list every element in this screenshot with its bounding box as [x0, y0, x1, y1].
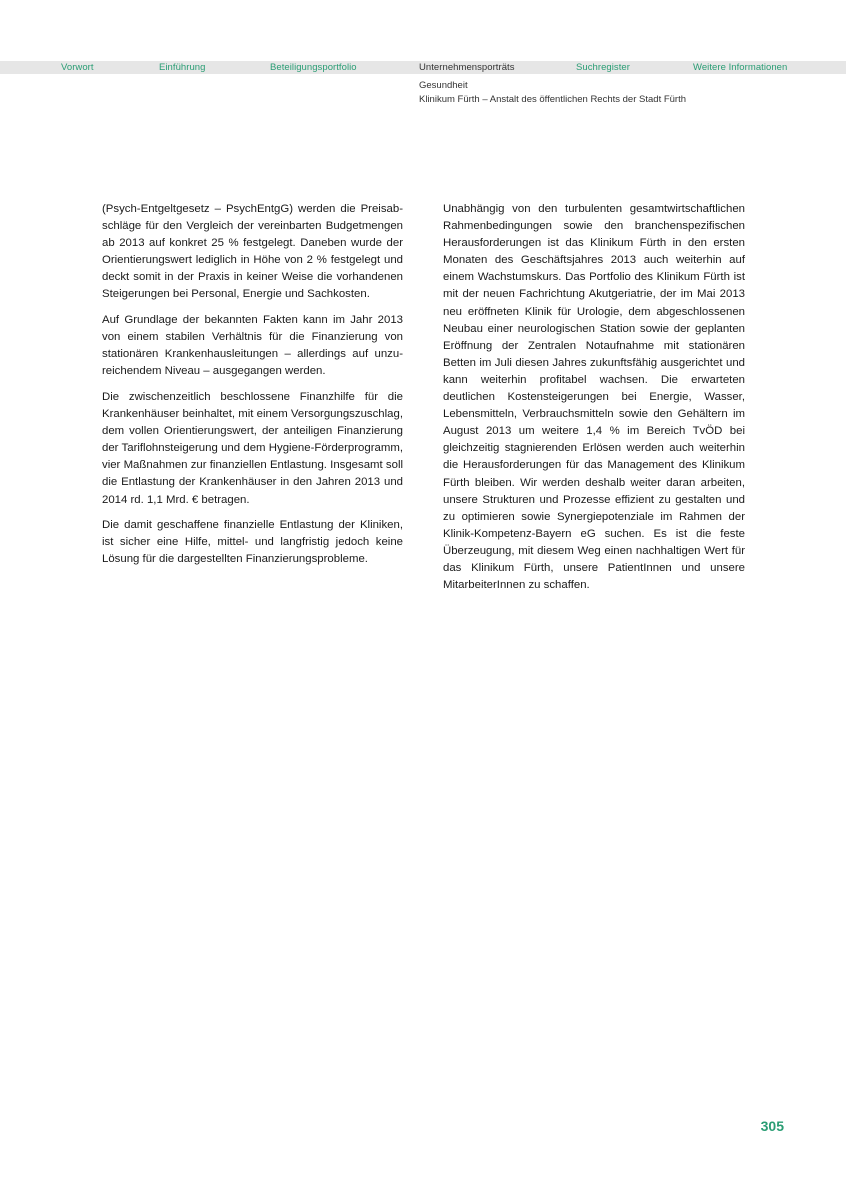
nav-item-weitere-informationen[interactable]: Weitere Informationen [693, 62, 788, 73]
paragraph: Auf Grundlage der bekannten Fakten kann im Jahr 2013 von einem stabilen Verhältnis für die Finanzierung von stationären Krankenhausleitungen – allerdings auf unzureichendem Niveau – ausgegangen werden. [102, 314, 403, 378]
nav-item-suchregister[interactable]: Suchregister [576, 62, 630, 73]
nav-item-unternehmensportraets[interactable]: Unternehmensporträts [419, 62, 515, 73]
top-navigation-bar [0, 61, 846, 74]
paragraph: Unabhängig von den turbulenten gesamtwirtschaftlichen Rahmenbedingungen sowie den branchenspezifischen Herausforderungen ist das Klinikum Fürth in den ersten Monaten des Geschäftsjahres 2013 auch weiterhin auf einem Wachstumskurs. Das Portfolio des Klinikum Fürth ist mit der neuen Fachrichtung Akutgeriatrie, der im Mai 2013 neu eröffneten Klinik für Urologie, dem abgeschlossenen Neubau einer neurologischen Station sowie der geplanten Eröffnung der Zentralen Notaufnahme mit stationären Betten im Juli diesen Jahres zukunftsfähig ausgerichtet und kann weiterhin profitabel wachsen. Die erwarteten deutlichen Kostensteigerungen bei Energie, Wasser, Lebensmitteln, Verbrauchsmitteln sowie den Gehältern im August 2013 um weitere 1,4 % im Bereich TvÖD bei gleichzeitig stagnierenden Erlösen werden auch weiterhin die Herausforderungen für das Management des Klinikum Fürth bleiben. Wir werden deshalb weiter daran arbeiten, unsere Strukturen und Prozesse effizient zu gestalten und zu optimieren sowie Synergiepotenziale im Rahmen der Klinik-Kompetenz-Bayern eG suchen. Es ist die feste Überzeugung, mit diesem Weg einen nachhaltigen Wert für das Klinikum Fürth, unsere PatientInnen und unsere MitarbeiterInnen zu schaffen. [443, 203, 745, 592]
breadcrumb-entity: Klinikum Fürth – Anstalt des öffentlichen Rechts der Stadt Fürth [419, 94, 687, 105]
paragraph: Die zwischenzeitlich beschlossene Finanzhilfe für die Krankenhäuser beinhaltet, mit einem Versorgungszuschlag, dem vollen Orientierungswert, der anteiligen Finanzierung der Tariflohnsteigerung und dem Hygiene-Förderprogramm, vier Maßnahmen zur finanziellen Entlastung. Insgesamt soll die Entlastung der Krankenhäuser in den Jahren 2013 und 2014 rd. 1,1 Mrd. € betragen. [102, 390, 403, 506]
nav-item-einfuehrung[interactable]: Einführung [159, 62, 206, 73]
page-number: 305 [760, 1118, 784, 1134]
left-text-column [102, 201, 403, 577]
breadcrumb [419, 79, 686, 107]
paragraph: (Psych-Entgeltgesetz – PsychEntgG) werden die Preisabschläge für den Vergleich der vereinbarten Budgetmengen ab 2013 auf konkret 25 % festgelegt. Daneben wurde der Orientierungswert lediglich in Höhe von 2 % festgelegt und deckt somit in der Praxis in keiner Weise die vorhandenen Steigerungen bei Personal, Energie und Sachkosten. [102, 203, 403, 301]
breadcrumb-category: Gesundheit [419, 80, 468, 91]
nav-item-vorwort[interactable]: Vorwort [61, 62, 94, 73]
paragraph: Die damit geschaffene finanzielle Entlastung der Kliniken, ist sicher eine Hilfe, mittel- und langfristig jedoch keine Lösung für die dargestellten Finanzierungsprobleme. [102, 519, 403, 566]
nav-item-beteiligungsportfolio[interactable]: Beteiligungsportfolio [270, 62, 357, 73]
right-text-column [443, 201, 745, 603]
